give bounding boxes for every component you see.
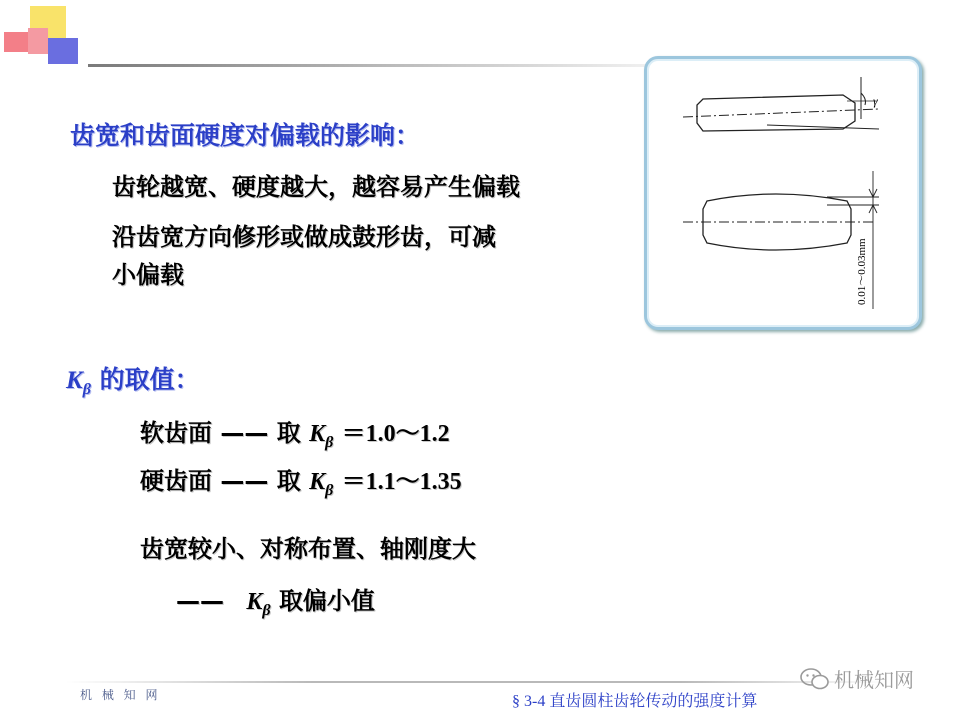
condition-note: 齿宽较小、对称布置、轴刚度大 — [140, 535, 476, 563]
gamma-arc — [861, 93, 866, 105]
gear-crowning-figure — [644, 56, 922, 330]
condition-result-text: 取偏小值 — [278, 587, 375, 615]
hard-surface-value: ＝1.1～1.35 — [341, 469, 462, 495]
kbeta-symbol: $K_\beta$ — [246, 589, 271, 619]
point-wider-gear: 齿轮越宽、硬度越大，越容易产生偏载 — [112, 173, 520, 201]
soft-surface-row — [140, 414, 450, 462]
kbeta-symbol: $K_\beta$ — [309, 421, 334, 451]
header-rule — [88, 64, 658, 67]
kbeta-symbol: $K_\beta$ — [309, 469, 334, 499]
wechat-icon — [800, 668, 830, 690]
hard-surface-row — [140, 462, 462, 510]
soft-surface-label: 软齿面 —— 取 — [140, 419, 301, 447]
soft-surface-value: ＝1.0～1.2 — [341, 421, 450, 447]
dash: —— — [176, 587, 224, 615]
kbeta-heading-text: 的取值： — [99, 365, 200, 394]
watermark — [800, 664, 914, 693]
point-crowning-line1: 沿齿宽方向修形或做成鼓形齿，可减 — [112, 223, 496, 251]
hard-surface-label: 硬齿面 —— 取 — [140, 467, 301, 495]
tilted-gear-axis — [683, 109, 879, 117]
condition-result — [176, 582, 375, 630]
footer-brand: 机 械 知 网 — [80, 688, 161, 702]
point-crowning — [112, 218, 496, 294]
point-crowning-line2: 小偏载 — [112, 261, 184, 289]
decor-square-blue — [48, 38, 78, 64]
kbeta-values-heading — [66, 360, 200, 399]
watermark-text: 机械知网 — [834, 668, 914, 692]
gear-crowning-diagram — [647, 59, 919, 327]
gamma-label: γ — [873, 94, 878, 108]
footer-rule — [66, 681, 886, 683]
dimension-label: 0.01～0.03mm — [856, 238, 868, 305]
footer-section-title: § 3-4 直齿圆柱齿轮传动的强度计算 — [512, 693, 758, 710]
reference-line — [767, 125, 879, 129]
section-heading-partial-load: 齿宽和齿面硬度对偏载的影响： — [70, 121, 421, 150]
decor-square-pink — [28, 28, 48, 54]
kbeta-symbol: $K_\beta$ — [66, 367, 91, 398]
